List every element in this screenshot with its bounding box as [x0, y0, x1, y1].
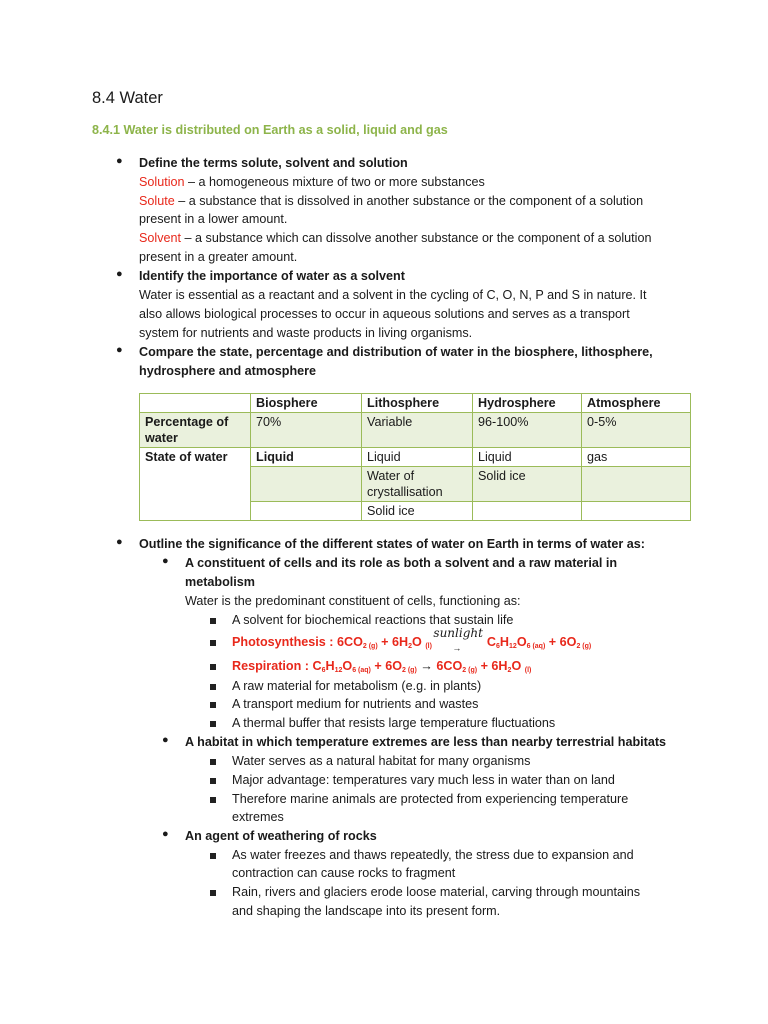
- bullet-dot-icon: ●: [162, 828, 169, 840]
- table-row: [140, 448, 691, 467]
- solute-term: Solute: [139, 194, 175, 208]
- arrow-icon: →: [452, 643, 462, 653]
- solution-term: Solution: [139, 175, 185, 189]
- bullet-dot-icon: ●: [162, 734, 169, 746]
- table-header-cell: Lithosphere: [362, 394, 473, 413]
- bullet-dot-icon: ●: [116, 155, 123, 167]
- square-bullet-icon: [210, 853, 216, 859]
- table-row-label: State of water: [140, 448, 251, 521]
- table-cell: Liquid: [251, 448, 362, 467]
- square-bullet-icon: [210, 664, 216, 670]
- list-item-advantage: Major advantage: temperatures vary much less in water than on land: [232, 773, 615, 787]
- bullet-heading-compare: Compare the state, percentage and distribution of water in the biosphere, lithosphere,: [139, 345, 653, 359]
- table-cell: Solid ice: [362, 502, 473, 521]
- sunlight-label: sunlight: [433, 626, 483, 640]
- section-title: 8.4 Water: [92, 89, 163, 107]
- table-header-cell: Hydrosphere: [473, 394, 582, 413]
- table-cell: Solid ice: [473, 467, 582, 502]
- solvent-text-line: Water is essential as a reactant and a solvent in the cycling of C, O, N, P and S in nature. It: [139, 288, 647, 302]
- photosynthesis-label: Photosynthesis: [232, 635, 326, 649]
- list-item-erode: Rain, rivers and glaciers erode loose material, carving through mountains: [232, 885, 641, 899]
- square-bullet-icon: [210, 702, 216, 708]
- solution-definition: [139, 174, 485, 190]
- table-cell: gas: [582, 448, 691, 467]
- constituent-intro: Water is the predominant constituent of cells, functioning as:: [185, 594, 521, 608]
- table-cell: [582, 467, 691, 502]
- bullet-heading-definitions: Define the terms solute, solvent and solution: [139, 156, 408, 170]
- table-cell: [582, 502, 691, 521]
- table-cell: Liquid: [473, 448, 582, 467]
- table-header-row: [140, 394, 691, 413]
- solute-definition: [139, 193, 643, 209]
- subsection-title: 8.4.1 Water is distributed on Earth as a solid, liquid and gas: [92, 123, 448, 137]
- list-item-protected-cont: extremes: [232, 810, 284, 824]
- sub-heading-constituent-cont: metabolism: [185, 575, 255, 589]
- table-header-cell: Atmosphere: [582, 394, 691, 413]
- solvent-term: Solvent: [139, 231, 182, 245]
- square-bullet-icon: [210, 618, 216, 624]
- water-distribution-table: [139, 393, 691, 521]
- solvent-def: – a substance which can dissolve another substance or the component of a solution: [181, 231, 652, 245]
- solvent-definition: [139, 230, 651, 246]
- table-row: [140, 413, 691, 448]
- sub-heading-constituent: A constituent of cells and its role as both a solvent and a raw material in: [185, 556, 618, 570]
- photosynthesis-equation: Photosynthesis : $6CO_{2 (g)} + 6H_2O$ $_{(l)}$ sunlight → $C_6H_{12}O_{6 (aq)} + 6O_{2 (g)}$: [232, 634, 591, 655]
- list-item-raw-material: A raw material for metabolism (e.g. in plants): [232, 679, 482, 693]
- list-item-erode-cont: and shaping the landscape into its present form.: [232, 904, 501, 918]
- table-cell: Water of crystallisation: [362, 467, 473, 502]
- solution-def: – a homogeneous mixture of two or more substances: [184, 175, 485, 189]
- solvent-text-line: also allows biological processes to occur in aqueous solutions and serves as a transport: [139, 307, 630, 321]
- table-header-cell: [140, 394, 251, 413]
- table-cell: 70%: [251, 413, 362, 448]
- list-item-transport: A transport medium for nutrients and wastes: [232, 697, 479, 711]
- solvent-def-cont: present in a greater amount.: [139, 250, 298, 264]
- respiration-equation: Respiration : $C_6H_{12}O_{6 (aq)} + 6O_{2 (g)} \to 6CO_{2 (g)} + 6H_2O$ $_{(l)}$: [232, 659, 532, 674]
- square-bullet-icon: [210, 721, 216, 727]
- square-bullet-icon: [210, 797, 216, 803]
- table-cell: Liquid: [362, 448, 473, 467]
- table-cell: [251, 502, 362, 521]
- list-item-buffer: A thermal buffer that resists large temperature fluctuations: [232, 716, 556, 730]
- solute-def-cont: present in a lower amount.: [139, 212, 288, 226]
- square-bullet-icon: [210, 759, 216, 765]
- solute-def: – a substance that is dissolved in another substance or the component of a solution: [174, 194, 644, 208]
- list-item-habitat: Water serves as a natural habitat for many organisms: [232, 754, 531, 768]
- bullet-dot-icon: ●: [116, 268, 123, 280]
- square-bullet-icon: [210, 640, 216, 646]
- sub-heading-weathering: An agent of weathering of rocks: [185, 829, 377, 843]
- table-cell: 96-100%: [473, 413, 582, 448]
- table-header-cell: Biosphere: [251, 394, 362, 413]
- bullet-heading-solvent: Identify the importance of water as a solvent: [139, 269, 405, 283]
- bullet-dot-icon: ●: [162, 555, 169, 567]
- reaction-arrow: [433, 626, 483, 653]
- square-bullet-icon: [210, 684, 216, 690]
- list-item-solvent: A solvent for biochemical reactions that sustain life: [232, 613, 514, 627]
- list-item-freeze: As water freezes and thaws repeatedly, the stress due to expansion and: [232, 848, 634, 862]
- bullet-dot-icon: ●: [116, 536, 123, 548]
- list-item-freeze-cont: contraction can cause rocks to fragment: [232, 866, 456, 880]
- bullet-heading-compare-cont: hydrosphere and atmosphere: [139, 364, 317, 378]
- square-bullet-icon: [210, 890, 216, 896]
- table-row-label: Percentage of water: [140, 413, 251, 448]
- table-cell: 0-5%: [582, 413, 691, 448]
- bullet-dot-icon: ●: [116, 344, 123, 356]
- sub-heading-habitat: A habitat in which temperature extremes are less than nearby terrestrial habitats: [185, 735, 667, 749]
- arrow-icon: →: [420, 659, 433, 673]
- square-bullet-icon: [210, 778, 216, 784]
- solvent-text-line: system for nutrients and waste products in living organisms.: [139, 326, 473, 340]
- table-cell: [473, 502, 582, 521]
- bullet-heading-significance: Outline the significance of the different states of water on Earth in terms of water as:: [139, 537, 645, 551]
- respiration-label: Respiration: [232, 659, 302, 673]
- list-item-protected: Therefore marine animals are protected from experiencing temperature: [232, 792, 629, 806]
- table-cell: [251, 467, 362, 502]
- table-cell: Variable: [362, 413, 473, 448]
